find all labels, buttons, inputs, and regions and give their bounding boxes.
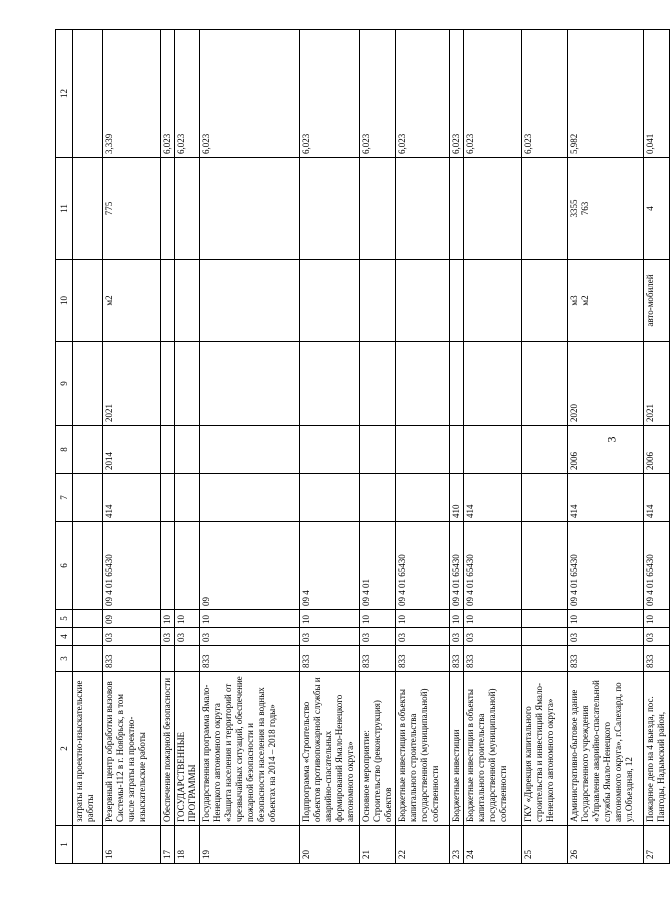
header-cell: 10 [56,260,73,342]
cell-text: 2021 [645,404,655,422]
cell-text: 03 [162,633,172,642]
cell-c2 [396,672,450,826]
header-cell: 2 [56,672,73,826]
cell-c3 [360,646,396,672]
header-cell: 7 [56,474,73,522]
cell-text: 09 4 01 65430 [645,554,655,606]
cell-c2 [73,672,103,826]
cell-c7 [568,474,644,522]
header-cell: 8 [56,426,73,474]
cell-c8 [103,426,161,474]
cell-c8 [360,426,396,474]
cell-text: 414 [569,504,579,518]
cell-text: 03 [451,633,461,642]
cell-c3 [568,646,644,672]
cell-c11 [360,158,396,260]
cell-text: 3,339 [104,133,114,154]
cell-c1 [568,826,644,864]
cell-c5 [360,610,396,628]
cell-text: 833 [104,654,114,668]
cell-c2 [464,672,522,826]
cell-c11 [161,158,175,260]
header-row [56,30,73,864]
cell-text: 03 [104,633,114,642]
cell-text: 833 [465,654,475,668]
cell-c1 [450,826,464,864]
cell-c5 [300,610,360,628]
table-row [161,30,175,864]
cell-c1 [300,826,360,864]
cell-c10 [73,260,103,342]
cell-text: 22 [397,850,407,859]
cell-c3 [522,646,568,672]
cell-c2 [450,672,464,826]
cell-c9 [522,342,568,426]
cell-text: 2021 [104,404,114,422]
cell-c8 [522,426,568,474]
cell-c4 [396,628,450,646]
cell-text: 6,023 [201,133,211,154]
cell-c6 [103,522,161,610]
cell-text: 6,023 [162,133,172,154]
cell-c5 [175,610,200,628]
cell-text: Бюджетные инвестиции [451,729,461,822]
cell-c7 [161,474,175,522]
cell-text: 414 [465,504,475,518]
cell-text: 6,023 [523,133,533,154]
cell-c7 [644,474,670,522]
cell-text: Пожарное депо на 4 выезда, пос. Пангоды, Надымский район, [645,696,666,822]
cell-c6 [568,522,644,610]
cell-text: 2006 [569,452,579,470]
cell-c2 [300,672,360,826]
cell-c11 [300,158,360,260]
cell-c10 [175,260,200,342]
cell-text: м2 [104,295,114,306]
cell-c9 [103,342,161,426]
cell-c2 [522,672,568,826]
cell-text: 10 [301,615,311,624]
cell-text: 775 [104,201,114,216]
cell-c12 [103,30,161,158]
cell-text: 23 [451,850,461,859]
cell-c3 [103,646,161,672]
cell-c7 [300,474,360,522]
cell-text: 4 [645,206,655,211]
cell-text: 3355 [569,199,579,218]
cell-text: 03 [176,633,186,642]
cell-c5 [568,610,644,628]
header-cell: 12 [56,30,73,158]
cell-c7 [450,474,464,522]
cell-c2 [568,672,644,826]
table-row [300,30,360,864]
cell-text: 27 [645,850,655,859]
cell-c4 [644,628,670,646]
cell-c6 [73,522,103,610]
cell-c11 [522,158,568,260]
cell-c5 [161,610,175,628]
cell-text: 833 [645,654,655,668]
cell-text: 0,041 [645,133,655,154]
cell-text: 5,982 [569,133,579,154]
cell-c9 [464,342,522,426]
table-row [464,30,522,864]
cell-c5 [644,610,670,628]
cell-c6 [396,522,450,610]
cell-c12 [161,30,175,158]
cell-c3 [73,646,103,672]
cell-c5 [522,610,568,628]
cell-text: Бюджетные инвестиции в объекты капитального строительства государственной (муниципальной) собственности [397,688,440,822]
cell-text: 10 [162,615,172,624]
cell-text: 21 [361,850,371,859]
cell-c6 [175,522,200,610]
cell-text: 16 [104,850,114,859]
cell-c1 [522,826,568,864]
cell-c8 [644,426,670,474]
cell-text: 03 [361,633,371,642]
cell-c2 [200,672,300,826]
cell-text: 09 4 01 65430 [104,554,114,606]
cell-c2 [644,672,670,826]
table-row [522,30,568,864]
cell-c9 [450,342,464,426]
cell-c8 [568,426,644,474]
cell-c3 [396,646,450,672]
cell-c9 [568,342,644,426]
cell-text: 6,023 [361,133,371,154]
header-cell: 9 [56,342,73,426]
cell-c6 [464,522,522,610]
cell-c4 [522,628,568,646]
cell-text: 09 4 01 [361,579,371,606]
cell-c7 [360,474,396,522]
cell-text: 26 [569,850,579,859]
cell-text: 03 [201,633,211,642]
cell-text: 833 [301,654,311,668]
cell-c3 [450,646,464,672]
cell-c10 [522,260,568,342]
cell-c9 [396,342,450,426]
cell-c5 [103,610,161,628]
cell-text: 10 [361,615,371,624]
cell-c7 [522,474,568,522]
cell-c12 [200,30,300,158]
cell-c11 [396,158,450,260]
cell-c4 [161,628,175,646]
cell-text: 414 [104,504,114,518]
cell-c8 [200,426,300,474]
cell-text: 09 4 01 65430 [451,554,461,606]
cell-c8 [300,426,360,474]
cell-c4 [300,628,360,646]
cell-c6 [522,522,568,610]
cell-c8 [73,426,103,474]
cell-c9 [200,342,300,426]
header-cell: 4 [56,628,73,646]
cell-c5 [200,610,300,628]
header-cell: 6 [56,522,73,610]
cell-text: 10 [176,615,186,624]
cell-c4 [360,628,396,646]
table-row [396,30,450,864]
cell-text: 2020 [569,404,579,422]
cell-c8 [161,426,175,474]
cell-text: 6,023 [301,133,311,154]
cell-text: 03 [301,633,311,642]
cell-c4 [103,628,161,646]
cell-c8 [450,426,464,474]
cell-text: 414 [645,504,655,518]
cell-text: 25 [523,850,533,859]
cell-c10 [200,260,300,342]
cell-c1 [175,826,200,864]
cell-text: 833 [569,654,579,668]
rotated-table-wrapper [55,30,666,864]
cell-c1 [464,826,522,864]
table-row [644,30,670,864]
cell-c10 [300,260,360,342]
header-cell: 1 [56,826,73,864]
cell-c1 [200,826,300,864]
cell-text: ГОСУДАРСТВЕННЫЕ ПРОГРАММЫ [176,731,197,822]
cell-text: 10 [465,615,475,624]
cell-c2 [161,672,175,826]
cell-c12 [644,30,670,158]
cell-c4 [175,628,200,646]
cell-c3 [464,646,522,672]
table-body [56,30,670,864]
cell-c3 [175,646,200,672]
cell-text: 10 [569,615,579,624]
cell-c1 [396,826,450,864]
cell-c11 [103,158,161,260]
cell-c7 [464,474,522,522]
cell-c9 [175,342,200,426]
cell-text: Административно-бытовое здание Государственного учреждения «Управление аварийно-спасательной службы Ямало-Ненецкого автономного округа», г.Салехард, по ул.Объездная, 12 [569,680,634,822]
cell-text: Государственная программа Ямало-Ненецкого автономного округа «Защита населения и территорий от чрезвычайных ситуаций, обеспечение пожарной безопасности и безопасности населения на водных объектах на 2014 – 2018 годы» [201,676,277,822]
cell-c12 [568,30,644,158]
cell-c5 [73,610,103,628]
cell-c7 [103,474,161,522]
cell-c11 [568,158,644,260]
table-row [73,30,103,864]
cell-text: Основное мероприятие: Строительство (реконструкция) объектов [361,700,393,822]
cell-text: Подпрограмма «Строительство объектов противопожарной службы и аварийно-спасательных формирований Ямало-Ненецкого автономного округа» [301,677,355,822]
cell-c12 [450,30,464,158]
cell-c12 [360,30,396,158]
cell-text: 6,023 [451,133,461,154]
cell-c11 [73,158,103,260]
cell-c5 [450,610,464,628]
cell-c6 [161,522,175,610]
cell-text: затраты на проектно-изыскательские работы [74,680,95,822]
cell-text: 03 [645,633,655,642]
cell-c12 [300,30,360,158]
cell-c4 [568,628,644,646]
cell-c10 [450,260,464,342]
page-number: 3 [604,436,619,443]
cell-text: 833 [361,654,371,668]
cell-c6 [450,522,464,610]
cell-c10 [644,260,670,342]
header-cell: 5 [56,610,73,628]
cell-text: 03 [569,633,579,642]
cell-text: Обеспечение пожарной безопасности [162,677,172,822]
cell-c6 [300,522,360,610]
cell-c4 [200,628,300,646]
cell-c11 [175,158,200,260]
cell-c6 [200,522,300,610]
cell-c1 [73,826,103,864]
cell-c11 [464,158,522,260]
header-cell: 3 [56,646,73,672]
cell-c12 [73,30,103,158]
cell-c11 [450,158,464,260]
cell-text: 833 [451,654,461,668]
cell-text: ГКУ «Дирекция капитального строительства и инвестиций Ямало-Ненецкого автономного округа» [523,683,555,822]
table-row [200,30,300,864]
cell-text: 09 [201,597,211,606]
cell-text: 19 [201,850,211,859]
cell-c9 [300,342,360,426]
cell-text: 09 [104,615,114,624]
cell-c8 [464,426,522,474]
table-row [450,30,464,864]
cell-text: 09 4 01 65430 [397,554,407,606]
cell-c3 [300,646,360,672]
cell-c1 [360,826,396,864]
cell-text: авто-мобилей [645,274,655,327]
cell-c7 [175,474,200,522]
cell-text: 2014 [104,452,114,470]
cell-c5 [396,610,450,628]
cell-c3 [200,646,300,672]
cell-text: 09 4 01 65430 [465,554,475,606]
cell-text: 10 [451,615,461,624]
cell-c12 [396,30,450,158]
cell-text: 17 [162,850,172,859]
cell-text: 10 [645,615,655,624]
cell-c1 [103,826,161,864]
cell-c1 [644,826,670,864]
cell-c10 [360,260,396,342]
header-cell: 11 [56,158,73,260]
cell-c9 [360,342,396,426]
table-row [103,30,161,864]
cell-text: 18 [176,850,186,859]
cell-c6 [644,522,670,610]
cell-text: 20 [301,850,311,859]
cell-c10 [464,260,522,342]
cell-c2 [103,672,161,826]
cell-text: 6,023 [176,133,186,154]
cell-text: 03 [397,633,407,642]
cell-text-secondary: 763 [580,201,590,216]
cell-c5 [464,610,522,628]
investment-table [55,29,670,864]
table-row [568,30,644,864]
cell-c9 [161,342,175,426]
cell-c3 [161,646,175,672]
cell-c6 [360,522,396,610]
cell-text: Бюджетные инвестиции в объекты капитального строительства государственной (муниципальной) собственности [465,688,508,822]
cell-c4 [464,628,522,646]
cell-c4 [73,628,103,646]
cell-text: 10 [201,615,211,624]
cell-c9 [644,342,670,426]
table-row [175,30,200,864]
cell-c8 [396,426,450,474]
cell-c10 [103,260,161,342]
cell-c10 [396,260,450,342]
table-row [360,30,396,864]
cell-c12 [175,30,200,158]
cell-c2 [360,672,396,826]
cell-text: 410 [451,504,461,518]
cell-c11 [644,158,670,260]
cell-text: 6,023 [465,133,475,154]
cell-text: 09 4 01 65430 [569,554,579,606]
cell-c12 [464,30,522,158]
cell-c11 [200,158,300,260]
cell-text-secondary: м2 [580,295,590,306]
cell-text: 10 [397,615,407,624]
cell-c10 [568,260,644,342]
cell-c2 [175,672,200,826]
cell-text: 833 [397,654,407,668]
cell-text: 24 [465,850,475,859]
cell-c9 [73,342,103,426]
cell-text: 833 [201,654,211,668]
cell-c1 [161,826,175,864]
cell-text: Резервный центр обработки вызовов Системы-112 в г. Ноябрьск, в том числе затраты на проектно-изыскательские работы [104,681,147,822]
cell-c10 [161,260,175,342]
cell-text: м3 [569,295,579,306]
cell-text: 03 [465,633,475,642]
cell-c7 [396,474,450,522]
cell-text: 2006 [645,452,655,470]
cell-c3 [644,646,670,672]
cell-text: 6,023 [397,133,407,154]
cell-c8 [175,426,200,474]
cell-c7 [73,474,103,522]
cell-text: 09 4 [301,590,311,606]
cell-c4 [450,628,464,646]
cell-c12 [522,30,568,158]
cell-c7 [200,474,300,522]
